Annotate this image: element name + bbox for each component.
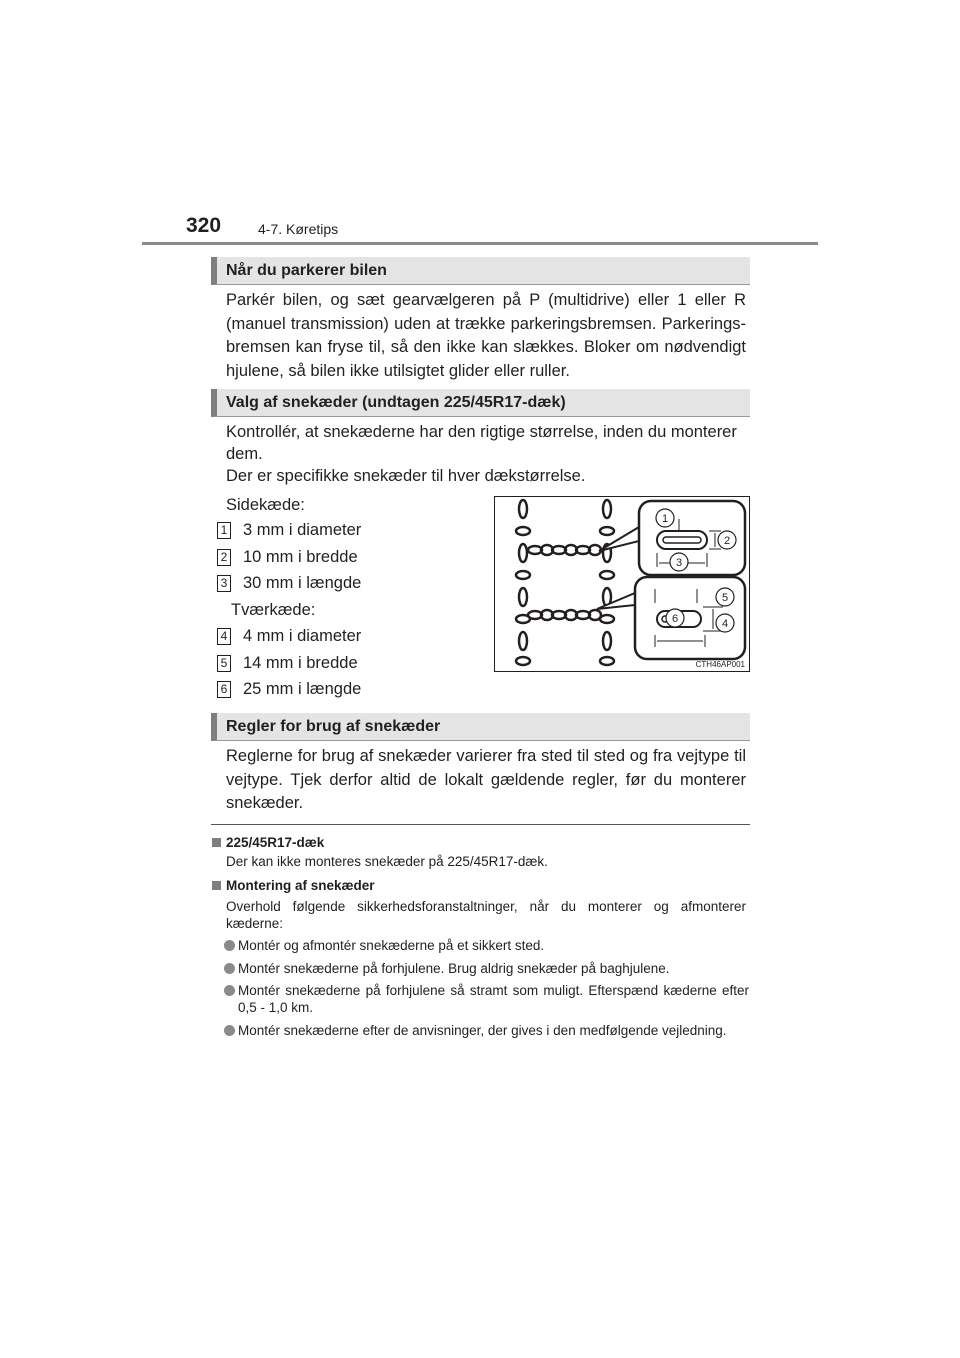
bullet-item-2: Montér snekæderne på forhjulene. Brug aldrig snekæder på baghjulene. <box>238 961 670 976</box>
spec-text-6: 25 mm i længde <box>243 680 362 698</box>
callout-1: 1 <box>661 513 669 525</box>
note-text-mounting: Overhold følgende sikkerhedsforanstaltninger, når du monterer og afmonterer kæderne: <box>226 899 746 931</box>
callout-5: 5 <box>721 592 729 604</box>
section-text-rules: Reglerne for brug af snekæder varierer fra sted til sted og fra vejtype til vejtype. Tjek derfor altid de lokalt gældende regler, før du monterer snekæder. <box>226 747 746 812</box>
spec-text-3: 30 mm i længde <box>243 574 362 592</box>
bullet-icon <box>224 940 235 951</box>
callout-3: 3 <box>675 557 683 569</box>
spec-text-4: 4 mm i diameter <box>243 627 362 645</box>
bullet-item-3: Montér snekæderne på forhjulene så stramt som muligt. Efterspænd kæderne efter 0,5 - 1,0 km. <box>238 983 749 1015</box>
note-title-mounting: Montering af snekæder <box>212 877 375 894</box>
spec-number-1: 1 <box>217 522 231 539</box>
section-text-parking: Parkér bilen, og sæt gearvælgeren på P (multidrive) eller 1 eller R (manuel transmission) uden at trække parkeringsbremsen. Parkerings-bremsen kan fryse til, så den ikke kan slækkes. Bloker om nødvendigt hjulene, så bilen ikke utilsigtet glider eller ruller. <box>226 291 746 380</box>
header-rule <box>142 242 818 245</box>
chapter-title: 4-7. Køretips <box>258 221 339 237</box>
spec-text-1: 3 mm i diameter <box>243 521 362 539</box>
section-heading-chain-selection: Valg af snekæder (undtagen 225/45R17-dæk) <box>211 389 750 417</box>
callout-2: 2 <box>723 535 731 547</box>
callout-6: 6 <box>671 613 679 625</box>
spec-number-2: 2 <box>217 549 231 566</box>
snow-chain-figure <box>494 496 750 672</box>
bullet-item-4: Montér snekæderne efter de anvisninger, der gives i den medfølgende vejledning. <box>238 1023 727 1038</box>
spec-number-3: 3 <box>217 575 231 592</box>
bullet-icon <box>224 1025 235 1036</box>
section-heading-rules: Regler for brug af snekæder <box>211 713 750 741</box>
spec-number-6: 6 <box>217 681 231 698</box>
callout-4: 4 <box>721 618 729 630</box>
spec-number-4: 4 <box>217 628 231 645</box>
chain-selection-line-2: dem. <box>226 445 263 463</box>
chain-selection-line-1: Kontrollér, at snekæderne har den rigtige størrelse, inden du monterer <box>226 423 737 441</box>
square-bullet-icon <box>212 881 221 890</box>
page-number: 320 <box>186 214 222 237</box>
section-heading-parking: Når du parkerer bilen <box>211 257 750 285</box>
bullet-icon <box>224 963 235 974</box>
spec-text-5: 14 mm i bredde <box>243 654 358 672</box>
figure-code: CTH46AP001 <box>695 660 745 669</box>
cross-chain-label: Tværkæde: <box>231 601 316 619</box>
bullet-item-1: Montér og afmontér snekæderne på et sikkert sted. <box>238 938 545 953</box>
bullet-icon <box>224 985 235 996</box>
side-chain-label: Sidekæde: <box>226 496 305 514</box>
spec-text-2: 10 mm i bredde <box>243 548 358 566</box>
note-title-tyre: 225/45R17-dæk <box>212 834 324 851</box>
spec-number-5: 5 <box>217 655 231 672</box>
chain-selection-line-3: Der er specifikke snekæder til hver dækstørrelse. <box>226 467 586 485</box>
notes-rule <box>211 824 750 825</box>
square-bullet-icon <box>212 838 221 847</box>
note-text-tyre: Der kan ikke monteres snekæder på 225/45R17-dæk. <box>226 854 548 869</box>
snow-chain-illustration <box>495 497 749 671</box>
